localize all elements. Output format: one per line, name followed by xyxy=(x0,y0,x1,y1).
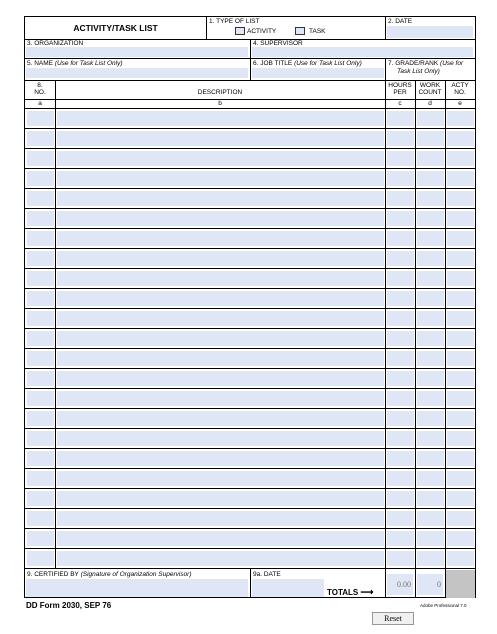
hours-per-field[interactable] xyxy=(387,471,414,486)
description-field[interactable] xyxy=(57,271,384,286)
acty-no-field[interactable] xyxy=(447,411,474,426)
form-id: DD Form 2030, SEP 76 xyxy=(26,601,112,610)
acty-no-field[interactable] xyxy=(447,531,474,546)
acty-no-field[interactable] xyxy=(447,151,474,166)
no-field[interactable] xyxy=(27,231,54,246)
table-row xyxy=(25,389,475,409)
table-row xyxy=(25,349,475,369)
no-field[interactable] xyxy=(27,171,54,186)
software-credit: Adobe Professional 7.0 xyxy=(420,603,467,608)
description-field[interactable] xyxy=(57,311,384,326)
name-field[interactable] xyxy=(26,68,248,78)
work-count-field[interactable] xyxy=(417,531,444,546)
description-field[interactable] xyxy=(57,391,384,406)
col-letter-e: e xyxy=(458,100,462,107)
acty-no-field[interactable] xyxy=(447,331,474,346)
no-field[interactable] xyxy=(27,251,54,266)
certified-label: 9. CERTIFIED BY (Signature of Organization Supervisor) xyxy=(27,571,192,578)
work-count-field[interactable] xyxy=(417,391,444,406)
count-total-field[interactable]: 0 xyxy=(417,574,443,595)
acty-no-field[interactable] xyxy=(447,431,474,446)
work-count-field[interactable] xyxy=(417,151,444,166)
hours-per-field[interactable] xyxy=(387,111,414,126)
description-field[interactable] xyxy=(57,191,384,206)
totals-label: TOTALS ⟶ xyxy=(327,587,374,597)
work-count-field[interactable] xyxy=(417,191,444,206)
work-count-field[interactable] xyxy=(417,291,444,306)
job-title-label: 6. JOB TITLE (Use for Task List Only) xyxy=(253,60,362,67)
work-count-field[interactable] xyxy=(417,491,444,506)
acty-no-field[interactable] xyxy=(447,471,474,486)
hours-per-field[interactable] xyxy=(387,391,414,406)
description-field[interactable] xyxy=(57,471,384,486)
acty-no-field[interactable] xyxy=(447,231,474,246)
table-row xyxy=(25,449,475,469)
col-letter-a: a xyxy=(38,100,42,107)
hours-per-field[interactable] xyxy=(387,411,414,426)
acty-no-field[interactable] xyxy=(447,291,474,306)
work-count-field[interactable] xyxy=(417,271,444,286)
description-field[interactable] xyxy=(57,511,384,526)
activity-task-form xyxy=(24,16,476,598)
no-field[interactable] xyxy=(27,431,54,446)
form-title: ACTIVITY/TASK LIST xyxy=(73,23,158,33)
description-field[interactable] xyxy=(57,431,384,446)
hours-per-field[interactable] xyxy=(387,211,414,226)
col-letter-d: d xyxy=(428,100,432,107)
supervisor-label: 4. SUPERVISOR xyxy=(253,40,303,47)
activity-label: ACTIVITY xyxy=(247,28,277,35)
type-of-list-label: 1. TYPE OF LIST xyxy=(209,18,260,25)
task-checkbox[interactable] xyxy=(295,27,305,35)
no-field[interactable] xyxy=(27,311,54,326)
no-field[interactable] xyxy=(27,491,54,506)
job-title-field[interactable] xyxy=(252,68,384,78)
arrow-right-icon: ⟶ xyxy=(360,587,374,597)
work-count-field[interactable] xyxy=(417,511,444,526)
no-field[interactable] xyxy=(27,111,54,126)
hours-per-field[interactable] xyxy=(387,531,414,546)
work-count-field[interactable] xyxy=(417,371,444,386)
organization-label: 3. ORGANIZATION xyxy=(27,40,84,47)
work-count-field[interactable] xyxy=(417,451,444,466)
hours-per-field[interactable] xyxy=(387,331,414,346)
table-row xyxy=(25,149,475,169)
hours-per-field[interactable] xyxy=(387,451,414,466)
no-field[interactable] xyxy=(27,451,54,466)
description-field[interactable] xyxy=(57,231,384,246)
description-field[interactable] xyxy=(57,251,384,266)
hours-per-field[interactable] xyxy=(387,511,414,526)
no-field[interactable] xyxy=(27,351,54,366)
description-field[interactable] xyxy=(57,531,384,546)
description-field[interactable] xyxy=(57,171,384,186)
work-count-field[interactable] xyxy=(417,431,444,446)
grade-label: 7. GRADE/RANK (Use for xyxy=(388,60,464,67)
work-count-field[interactable] xyxy=(417,251,444,266)
no-field[interactable] xyxy=(27,331,54,346)
description-field[interactable] xyxy=(57,451,384,466)
acty-no-field[interactable] xyxy=(447,551,474,566)
col-work-count-header: WORK COUNT xyxy=(418,82,442,97)
grade-note: Task List Only) xyxy=(397,68,440,75)
acty-no-field[interactable] xyxy=(447,271,474,286)
date-9a-label: 9a. DATE xyxy=(253,571,281,578)
work-count-field[interactable] xyxy=(417,171,444,186)
table-row xyxy=(25,549,475,569)
certified-field[interactable] xyxy=(26,579,248,597)
work-count-field[interactable] xyxy=(417,211,444,226)
hours-per-field[interactable] xyxy=(387,251,414,266)
description-field[interactable] xyxy=(57,331,384,346)
no-field[interactable] xyxy=(27,211,54,226)
col-letter-b: b xyxy=(218,100,222,107)
acty-no-field[interactable] xyxy=(447,511,474,526)
acty-no-field[interactable] xyxy=(447,391,474,406)
no-field[interactable] xyxy=(27,411,54,426)
acty-no-field[interactable] xyxy=(447,371,474,386)
hours-per-field[interactable] xyxy=(387,231,414,246)
work-count-field[interactable] xyxy=(417,411,444,426)
description-field[interactable] xyxy=(57,371,384,386)
acty-total-shaded xyxy=(446,570,475,598)
no-field[interactable] xyxy=(27,371,54,386)
hours-per-field[interactable] xyxy=(387,271,414,286)
description-field[interactable] xyxy=(57,111,384,126)
description-field[interactable] xyxy=(57,131,384,146)
no-field[interactable] xyxy=(27,291,54,306)
supervisor-field[interactable] xyxy=(252,47,473,57)
col-acty-no-header: ACTY NO. xyxy=(451,82,469,97)
table-row xyxy=(25,369,475,389)
no-field[interactable] xyxy=(27,271,54,286)
table-row xyxy=(25,429,475,449)
no-field[interactable] xyxy=(27,151,54,166)
table-row xyxy=(25,329,475,349)
col-description-header: DESCRIPTION xyxy=(197,89,243,96)
hours-per-field[interactable] xyxy=(387,191,414,206)
acty-no-field[interactable] xyxy=(447,191,474,206)
acty-no-field[interactable] xyxy=(447,131,474,146)
date-field[interactable] xyxy=(387,26,473,38)
work-count-field[interactable] xyxy=(417,311,444,326)
table-row xyxy=(25,469,475,489)
table-row xyxy=(25,489,475,509)
no-field[interactable] xyxy=(27,191,54,206)
hours-total-field[interactable]: 0.00 xyxy=(387,574,413,595)
work-count-field[interactable] xyxy=(417,351,444,366)
organization-field[interactable] xyxy=(26,47,248,57)
work-count-field[interactable] xyxy=(417,111,444,126)
work-count-field[interactable] xyxy=(417,551,444,566)
description-field[interactable] xyxy=(57,491,384,506)
description-field[interactable] xyxy=(57,291,384,306)
no-field[interactable] xyxy=(27,511,54,526)
table-row xyxy=(25,249,475,269)
hours-per-field[interactable] xyxy=(387,371,414,386)
date-9a-field[interactable] xyxy=(252,579,324,597)
work-count-field[interactable] xyxy=(417,131,444,146)
table-row xyxy=(25,209,475,229)
table-row xyxy=(25,509,475,529)
no-field[interactable] xyxy=(27,391,54,406)
hours-per-field[interactable] xyxy=(387,431,414,446)
table-row xyxy=(25,169,475,189)
table-row xyxy=(25,309,475,329)
work-count-field[interactable] xyxy=(417,331,444,346)
date-label: 2. DATE xyxy=(388,18,413,25)
acty-no-field[interactable] xyxy=(447,351,474,366)
table-row xyxy=(25,289,475,309)
activity-checkbox[interactable] xyxy=(235,27,245,35)
acty-no-field[interactable] xyxy=(447,111,474,126)
acty-no-field[interactable] xyxy=(447,251,474,266)
acty-no-field[interactable] xyxy=(447,171,474,186)
no-field[interactable] xyxy=(27,471,54,486)
description-field[interactable] xyxy=(57,211,384,226)
acty-no-field[interactable] xyxy=(447,311,474,326)
name-label: 5. NAME (Use for Task List Only) xyxy=(27,60,123,67)
hours-per-field[interactable] xyxy=(387,171,414,186)
reset-button[interactable]: Reset xyxy=(372,612,414,625)
hours-per-field[interactable] xyxy=(387,151,414,166)
col-no-header: 8. NO. xyxy=(34,82,46,97)
description-field[interactable] xyxy=(57,551,384,566)
col-hours-header: HOURS PER xyxy=(388,82,412,97)
description-field[interactable] xyxy=(57,411,384,426)
description-field[interactable] xyxy=(57,151,384,166)
table-row xyxy=(25,269,475,289)
acty-no-field[interactable] xyxy=(447,491,474,506)
hours-per-field[interactable] xyxy=(387,551,414,566)
table-row xyxy=(25,109,475,129)
no-field[interactable] xyxy=(27,131,54,146)
hours-per-field[interactable] xyxy=(387,351,414,366)
col-letter-c: c xyxy=(398,100,402,107)
hours-per-field[interactable] xyxy=(387,131,414,146)
table-row xyxy=(25,129,475,149)
acty-no-field[interactable] xyxy=(447,211,474,226)
no-field[interactable] xyxy=(27,551,54,566)
work-count-field[interactable] xyxy=(417,231,444,246)
hours-per-field[interactable] xyxy=(387,311,414,326)
description-field[interactable] xyxy=(57,351,384,366)
hours-per-field[interactable] xyxy=(387,291,414,306)
no-field[interactable] xyxy=(27,531,54,546)
table-row xyxy=(25,529,475,549)
acty-no-field[interactable] xyxy=(447,451,474,466)
table-row xyxy=(25,189,475,209)
hours-per-field[interactable] xyxy=(387,491,414,506)
table-row xyxy=(25,409,475,429)
work-count-field[interactable] xyxy=(417,471,444,486)
task-label: TASK xyxy=(309,28,326,35)
table-row xyxy=(25,229,475,249)
